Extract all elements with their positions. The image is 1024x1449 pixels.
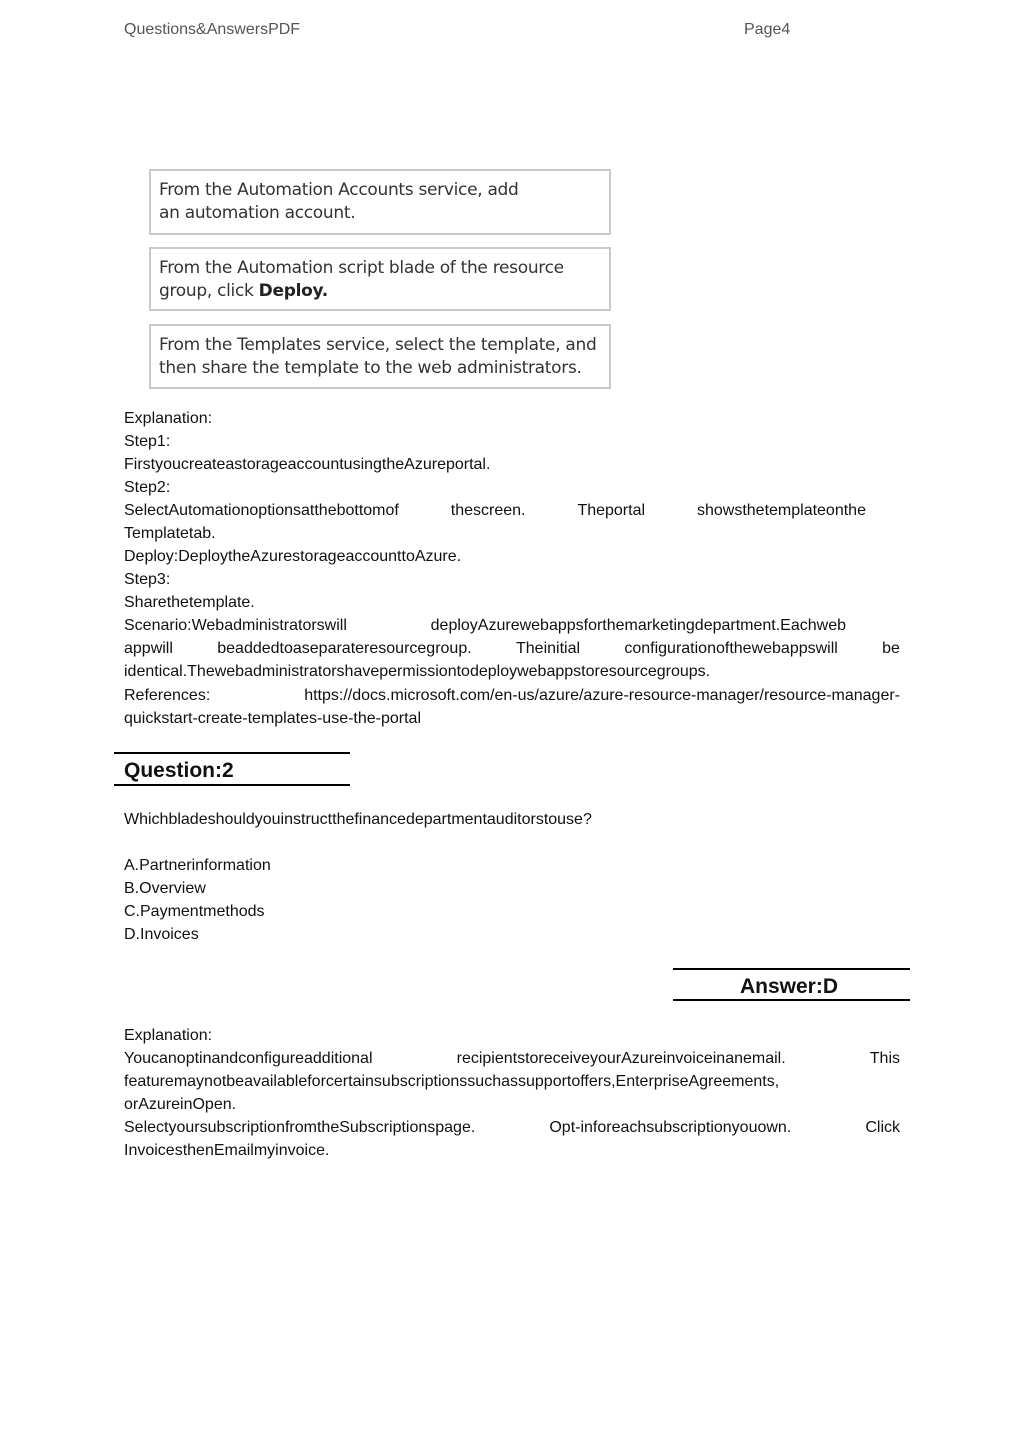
step-box-text: group, click (159, 281, 259, 301)
deploy-emphasis: Deploy. (258, 281, 328, 301)
scenario-line (124, 616, 846, 636)
explanation-line: featuremaynotbeavailableforcertainsubscriptionssuchassupportoffers,EnterpriseAgreements, (124, 1073, 780, 1090)
text-segment: SelectAutomationoptionsatthebottomof (124, 502, 399, 519)
answer-option-a: A.Partnerinformation (124, 857, 271, 874)
step-box-line: From the Templates service, select the template, and (159, 335, 597, 355)
text-segment: Theinitial (516, 640, 581, 657)
step-box-line (159, 280, 601, 303)
scenario-line: identical.Thewebadministratorshavepermissiontodeploywebappstoresourcegroups. (124, 663, 711, 680)
text-segment: configurationofthewebappswill (624, 640, 838, 657)
step-box-line: an automation account. (159, 203, 356, 223)
step-label: Step2: (124, 479, 171, 496)
text-segment: Youcanoptinandconfigureadditional (124, 1050, 373, 1067)
step-text: Sharethetemplate. (124, 594, 255, 611)
question-title: Question:2 (124, 759, 234, 782)
references-label: References: (124, 687, 211, 704)
answer-top-rule (673, 968, 910, 970)
step-box-line: From the Automation script blade of the resource (159, 258, 564, 278)
step-box-line: then share the template to the web administrators. (159, 358, 582, 378)
question-bottom-rule (114, 784, 350, 786)
step-text: Deploy:DeploytheAzurestorageaccounttoAzure. (124, 548, 462, 565)
text-segment: appwill (124, 640, 173, 657)
page-number: Page4 (744, 21, 791, 38)
explanation-line: orAzureinOpen. (124, 1096, 237, 1113)
explanation-line (124, 1118, 900, 1138)
reference-link-continued: quickstart-create-templates-use-the-portal (124, 710, 422, 727)
references-line (124, 686, 900, 706)
step-label: Step1: (124, 433, 171, 450)
question-top-rule (114, 752, 350, 754)
step-text: Templatetab. (124, 525, 216, 542)
text-segment: thescreen. (450, 502, 526, 519)
header-title: Questions&AnswersPDF (124, 21, 301, 38)
explanation-label: Explanation: (124, 1027, 213, 1044)
text-segment: showsthetemplateonthe (696, 502, 866, 519)
step-label: Step3: (124, 571, 171, 588)
step-box-deploy (149, 247, 611, 311)
reference-link: https://docs.microsoft.com/en-us/azure/azure-resource-manager/resource-manager- (304, 687, 900, 704)
text-segment: Click (865, 1119, 900, 1136)
step-box-line: From the Automation Accounts service, add (159, 180, 519, 200)
step-text-line (124, 501, 866, 521)
text-segment: be (882, 640, 900, 657)
step-box-add-automation-account (149, 169, 611, 235)
text-segment: deployAzurewebappsforthemarketingdepartment.Eachweb (430, 617, 846, 634)
step-box-share-template (149, 324, 611, 389)
text-segment: Opt-inforeachsubscriptionyouown. (549, 1119, 792, 1136)
text-segment: This (869, 1050, 900, 1067)
text-segment: Scenario:Webadministratorswill (124, 617, 347, 634)
answer-title: Answer:D (740, 975, 839, 998)
explanation-label: Explanation: (124, 410, 213, 427)
answer-option-c: C.Paymentmethods (124, 903, 265, 920)
step-text: FirstyoucreateastorageaccountusingtheAzureportal. (124, 456, 491, 473)
answer-bottom-rule (673, 999, 910, 1001)
text-segment: beaddedtoaseparateresourcegroup. (217, 640, 472, 657)
text-segment: SelectyoursubscriptionfromtheSubscriptionspage. (124, 1119, 476, 1136)
text-segment: recipientstoreceiveyourAzureinvoiceinanemail. (456, 1050, 786, 1067)
explanation-line (124, 1049, 900, 1069)
answer-option-b: B.Overview (124, 880, 206, 897)
question-text: Whichbladeshouldyouinstructthefinancedepartmentauditorstouse? (124, 811, 592, 828)
text-segment: Theportal (577, 502, 646, 519)
scenario-line (124, 639, 900, 659)
explanation-line: InvoicesthenEmailmyinvoice. (124, 1142, 330, 1159)
answer-option-d: D.Invoices (124, 926, 199, 943)
